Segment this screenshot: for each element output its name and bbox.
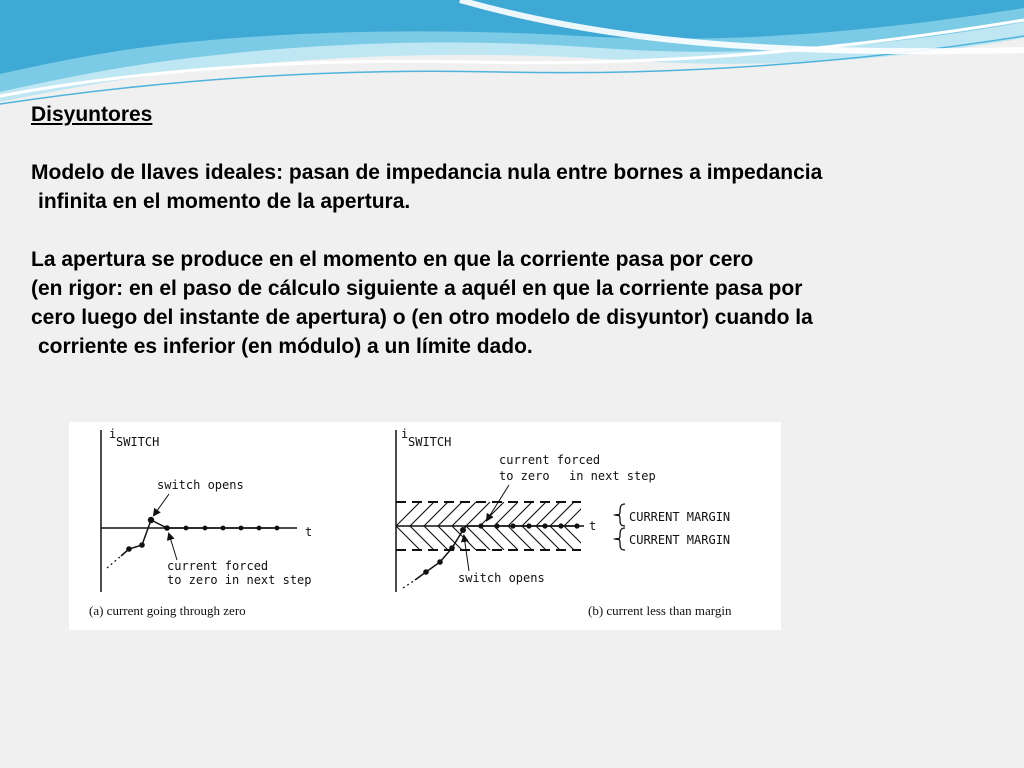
paragraph-ideal-switch-model: [31, 158, 1011, 216]
paragraph2-line4: corriente es inferior (en módulo) a un límite dado.: [38, 335, 533, 358]
panel-b-y-label-sub: SWITCH: [408, 435, 452, 449]
panel-a-sample-point-switch-opens: [148, 517, 154, 523]
panel-b-x-label: t: [589, 519, 597, 533]
panel-b-label-margin-lower: CURRENT MARGIN: [629, 533, 731, 547]
panel-b-sample-point: [449, 545, 455, 551]
paragraph1-line1: Modelo de llaves ideales: pasan de impedancia nula entre bornes a impedancia: [31, 161, 823, 184]
panel-b-margin-hatch-lower: [396, 526, 588, 550]
panel-b-sample-point: [478, 523, 483, 528]
panel-b-sample-point: [437, 559, 443, 565]
panel-b-brace-lower: [615, 528, 625, 550]
panel-a-sample-point: [221, 526, 226, 531]
panel-a-current-through-zero: [89, 427, 312, 618]
paragraph-opening-condition: [31, 245, 1011, 361]
panel-b-label-margin-upper: CURRENT MARGIN: [629, 510, 731, 524]
paragraph2-line3: cero luego del instante de apertura) o (en otro modelo de disyuntor) cuando la: [31, 306, 813, 329]
panel-a-sample-point: [164, 525, 170, 531]
panel-a-sample-point: [184, 526, 189, 531]
panel-a-label-switch-opens: switch opens: [157, 478, 244, 492]
panel-a-arrow-switch-opens: [154, 494, 169, 515]
panel-a-sample-point: [126, 546, 132, 552]
panel-b-y-label-i: i: [401, 427, 409, 441]
panel-a-label-forced-2: to zero in next step: [167, 573, 312, 587]
panel-a-sample-point: [203, 526, 208, 531]
slide-title: Disyuntores: [31, 103, 153, 126]
panel-b-current-less-than-margin: [396, 427, 732, 618]
panel-a-caption: (a) current going through zero: [89, 603, 246, 618]
panel-b-caption: (b) current less than margin: [588, 603, 732, 618]
panel-a-y-label-sub: SWITCH: [116, 435, 160, 449]
paragraph2-line2: (en rigor: en el paso de cálculo siguiente a aquél en que la corriente pasa por: [31, 277, 803, 300]
panel-b-label-forced-2a: to zero: [499, 469, 550, 483]
panel-b-margin-hatch-upper: [396, 502, 588, 526]
panel-b-sample-point: [558, 523, 563, 528]
panel-b-sample-point: [542, 523, 547, 528]
panel-b-sample-point-switch-opens: [460, 527, 466, 533]
panel-a-y-label-i: i: [109, 427, 117, 441]
paragraph2-line1: La apertura se produce en el momento en que la corriente pasa por cero: [31, 248, 754, 271]
panel-a-sample-point: [275, 526, 280, 531]
panel-a-sample-point: [239, 526, 244, 531]
slide-text: [31, 100, 1011, 390]
panel-b-label-forced-2b: in next step: [569, 469, 656, 483]
panel-b-label-forced-1: current forced: [499, 453, 601, 467]
paragraph1-line2: infinita en el momento de la apertura.: [38, 190, 411, 213]
panel-b-brace-upper: [615, 504, 625, 526]
panel-a-label-forced-1: current forced: [167, 559, 269, 573]
panel-b-label-switch-opens: switch opens: [458, 571, 545, 585]
panel-b-sample-point: [494, 523, 499, 528]
panel-a-arrow-forced: [169, 534, 177, 560]
panel-a-sample-point: [139, 542, 145, 548]
panel-b-sample-point: [574, 523, 579, 528]
panel-b-sample-point: [510, 523, 515, 528]
panel-a-x-label: t: [305, 525, 313, 539]
panel-a-current-trace: [107, 556, 121, 568]
switch-current-figure: [69, 422, 781, 630]
panel-a-sample-point: [257, 526, 262, 531]
panel-b-sample-point: [423, 569, 429, 575]
panel-b-sample-point: [526, 523, 531, 528]
